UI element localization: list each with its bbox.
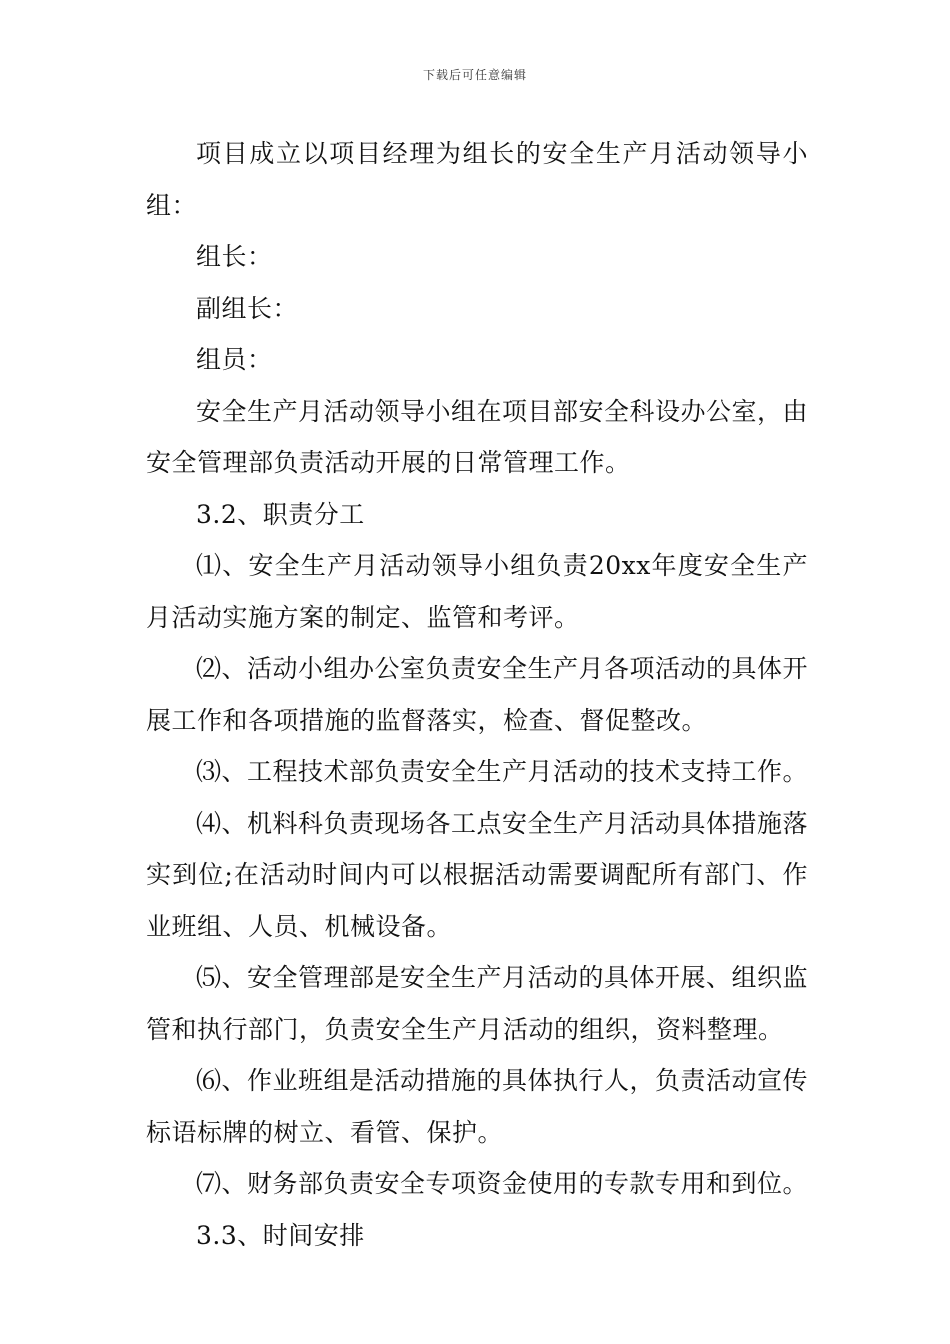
duty-item-3: ⑶、工程技术部负责安全生产月活动的技术支持工作。 [196, 757, 809, 786]
header-note: 下载后可任意编辑 [422, 68, 527, 82]
section-heading-3-2: 3.2、职责分工 [196, 499, 365, 529]
duty-item-1: ⑴、安全生产月活动领导小组负责20xx年度安全生产月活动实施方案的制定、监管和考评。 [146, 551, 808, 632]
duty-item-6: ⑹、作业班组是活动措施的具体执行人，负责活动宣传标语标牌的树立、看管、保护。 [146, 1066, 809, 1147]
paragraph-deputy-leader: 副组长： [196, 293, 299, 323]
duty-item-5: ⑸、安全管理部是安全生产月活动的具体开展、组织监管和执行部门，负责安全生产月活动的组织，资料整理。 [146, 963, 809, 1044]
paragraph-office-setup: 安全生产月活动领导小组在项目部安全科设办公室，由安全管理部负责活动开展的日常管理工作。 [146, 396, 809, 477]
paragraph-leadership-group: 项目成立以项目经理为组长的安全生产月活动领导小组： [146, 139, 808, 220]
duty-item-2: ⑵、活动小组办公室负责安全生产月各项活动的具体开展工作和各项措施的监督落实，检查、督促整改。 [146, 654, 809, 735]
duty-item-4: ⑷、机料科负责现场各工点安全生产月活动具体措施落实到位;在活动时间内可以根据活动需要调配所有部门、作业班组、人员、机械设备。 [146, 808, 809, 941]
duty-item-7: ⑺、财务部负责安全专项资金使用的专款专用和到位。 [196, 1169, 809, 1198]
section-heading-3-3: 3.3、时间安排 [196, 1220, 365, 1250]
document-body [146, 128, 808, 1261]
paragraph-group-leader: 组长： [196, 242, 273, 271]
paragraph-members: 组员： [196, 345, 273, 374]
